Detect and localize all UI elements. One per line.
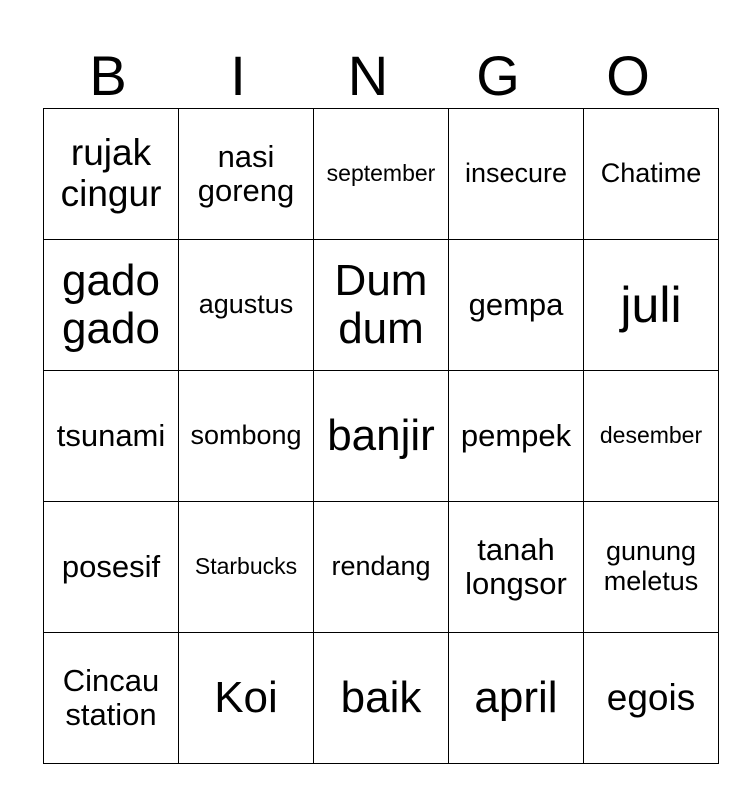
bingo-cell[interactable]: Cincau station [44, 633, 179, 764]
header-letter-n: N [347, 44, 389, 107]
bingo-cell[interactable]: nasi goreng [179, 109, 314, 240]
bingo-cell[interactable]: juli [584, 240, 719, 371]
board-row [44, 109, 719, 240]
bingo-header [43, 44, 693, 108]
header-letter-o: O [606, 44, 650, 107]
bingo-cell[interactable]: sombong [179, 371, 314, 502]
header-letter-i: I [230, 44, 246, 107]
bingo-cell[interactable]: tanah longsor [449, 502, 584, 633]
bingo-cell[interactable]: agustus [179, 240, 314, 371]
bingo-cell[interactable]: insecure [449, 109, 584, 240]
header-letter-b: B [89, 44, 127, 107]
bingo-cell[interactable]: gado gado [44, 240, 179, 371]
bingo-cell[interactable]: rendang [314, 502, 449, 633]
board-row [44, 371, 719, 502]
bingo-cell[interactable]: Starbucks [179, 502, 314, 633]
bingo-board [43, 108, 719, 764]
bingo-cell[interactable]: gempa [449, 240, 584, 371]
board-row [44, 633, 719, 764]
bingo-cell[interactable]: Chatime [584, 109, 719, 240]
bingo-cell[interactable]: rujak cingur [44, 109, 179, 240]
bingo-cell[interactable]: posesif [44, 502, 179, 633]
bingo-cell[interactable]: baik [314, 633, 449, 764]
bingo-cell[interactable]: desember [584, 371, 719, 502]
board-row [44, 502, 719, 633]
bingo-cell[interactable]: Koi [179, 633, 314, 764]
bingo-cell[interactable]: Dum dum [314, 240, 449, 371]
bingo-cell[interactable]: pempek [449, 371, 584, 502]
header-letter-g: G [476, 44, 520, 107]
bingo-cell[interactable]: september [314, 109, 449, 240]
bingo-cell[interactable]: gunung meletus [584, 502, 719, 633]
bingo-cell[interactable]: banjir [314, 371, 449, 502]
board-row [44, 240, 719, 371]
bingo-cell[interactable]: egois [584, 633, 719, 764]
bingo-cell[interactable]: april [449, 633, 584, 764]
bingo-cell[interactable]: tsunami [44, 371, 179, 502]
